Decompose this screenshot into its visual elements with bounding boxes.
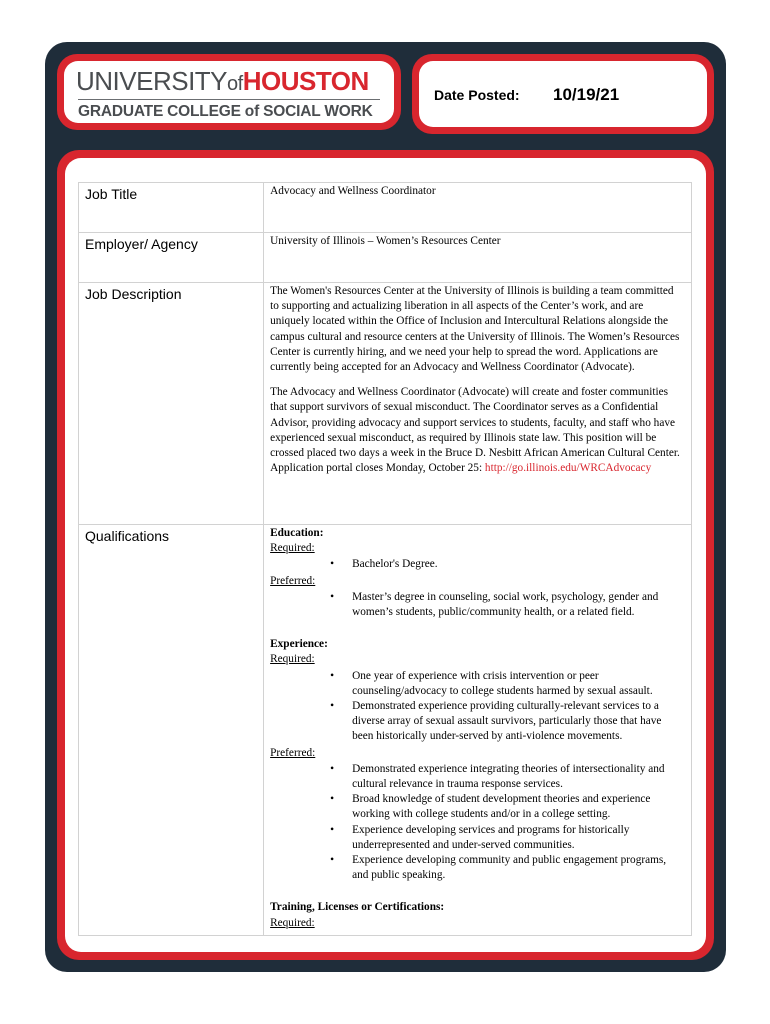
list-item: • Experience developing services and programs for historically underrepresented and under-served communities. xyxy=(352,823,683,853)
date-posted-box xyxy=(412,54,714,134)
description-paragraph: The Women's Resources Center at the University of Illinois is building a team committed to supporting and actualizing liberation in all aspects of the Center’s work, and are uniquely located within the Office of Inclusion and Intercultural Relations alongside the campus cultural and resource centers at the University of Illinois. The Women’s Resources Center is currently hiring, and we need your help to spread the word. Applications are currently being accepted for an Advocacy and Wellness Coordinator (Advocate). xyxy=(270,285,680,374)
logo-divider xyxy=(78,99,380,100)
list-item: • Master’s degree in counseling, social work, psychology, gender and women’s students, public/community health, or a related field. xyxy=(352,590,683,620)
list-item: • Experience developing community and public engagement programs, and public speaking. xyxy=(352,853,683,883)
experience-heading: Experience: xyxy=(270,638,328,651)
job-title-label: Job Title xyxy=(79,183,264,233)
list-item: • One year of experience with crisis intervention or peer counseling/advocacy to college students harmed by sexual assault. xyxy=(352,669,683,699)
education-required-list xyxy=(270,557,683,572)
list-item: • Broad knowledge of student development theories and experience working with college students and/or in a college setting. xyxy=(352,792,683,822)
list-item: • Demonstrated experience providing culturally-relevant services to a diverse array of sexual assault survivors, particularly those that have been historically under-served by anti-violence movements. xyxy=(352,699,683,745)
experience-required-list xyxy=(270,669,683,745)
education-required-label: Required: xyxy=(270,542,315,555)
list-item: • Bachelor's Degree. xyxy=(352,557,683,572)
application-link[interactable]: http://go.illinois.edu/WRCAdvocacy xyxy=(484,462,652,475)
qualifications-label: Qualifications xyxy=(79,525,264,936)
table-row xyxy=(79,233,692,283)
education-preferred-list xyxy=(270,590,683,620)
table-row xyxy=(79,525,692,936)
date-posted-label: Date Posted: xyxy=(434,87,520,103)
job-table xyxy=(78,182,692,936)
qualifications-value xyxy=(264,525,692,936)
experience-required-label: Required: xyxy=(270,653,315,666)
logo-box xyxy=(57,54,401,130)
experience-preferred-list xyxy=(270,762,683,884)
employer-value: University of Illinois – Women’s Resources Center xyxy=(264,233,692,283)
education-heading: Education: xyxy=(270,527,324,539)
training-required-label: Required: xyxy=(270,916,315,929)
description-paragraph: The Advocacy and Wellness Coordinator (Advocate) will create and foster communities that support survivors of sexual misconduct. The Coordinator serves as a Confidential Advisor, providing advocacy and support services to students, faculty, and staff who have experienced sexual misconduct, as required by Illinois state law. This position will be crossed placed two days a week in the Bruce D. Nesbitt African American Cultural Center. Application portal closes Monday, October 25: http://go.illinois.edu/WRCAdvocacy xyxy=(270,386,680,475)
list-item: • Demonstrated experience integrating theories of intersectionality and cultural relevance in trauma response services. xyxy=(352,762,683,792)
experience-preferred-label: Preferred: xyxy=(270,746,316,759)
job-description-value xyxy=(264,283,692,525)
education-preferred-label: Preferred: xyxy=(270,574,316,587)
date-posted-value: 10/19/21 xyxy=(553,85,620,104)
university-logo: UNIVERSITYofHOUSTON xyxy=(76,66,369,96)
table-row xyxy=(79,183,692,233)
training-heading: Training, Licenses or Certifications: xyxy=(270,901,445,914)
college-name: GRADUATE COLLEGE of SOCIAL WORK xyxy=(78,103,373,120)
job-description-label: Job Description xyxy=(79,283,264,525)
employer-label: Employer/ Agency xyxy=(79,233,264,283)
job-posting-box xyxy=(57,150,714,960)
table-row xyxy=(79,283,692,525)
job-title-value: Advocacy and Wellness Coordinator xyxy=(264,183,692,233)
